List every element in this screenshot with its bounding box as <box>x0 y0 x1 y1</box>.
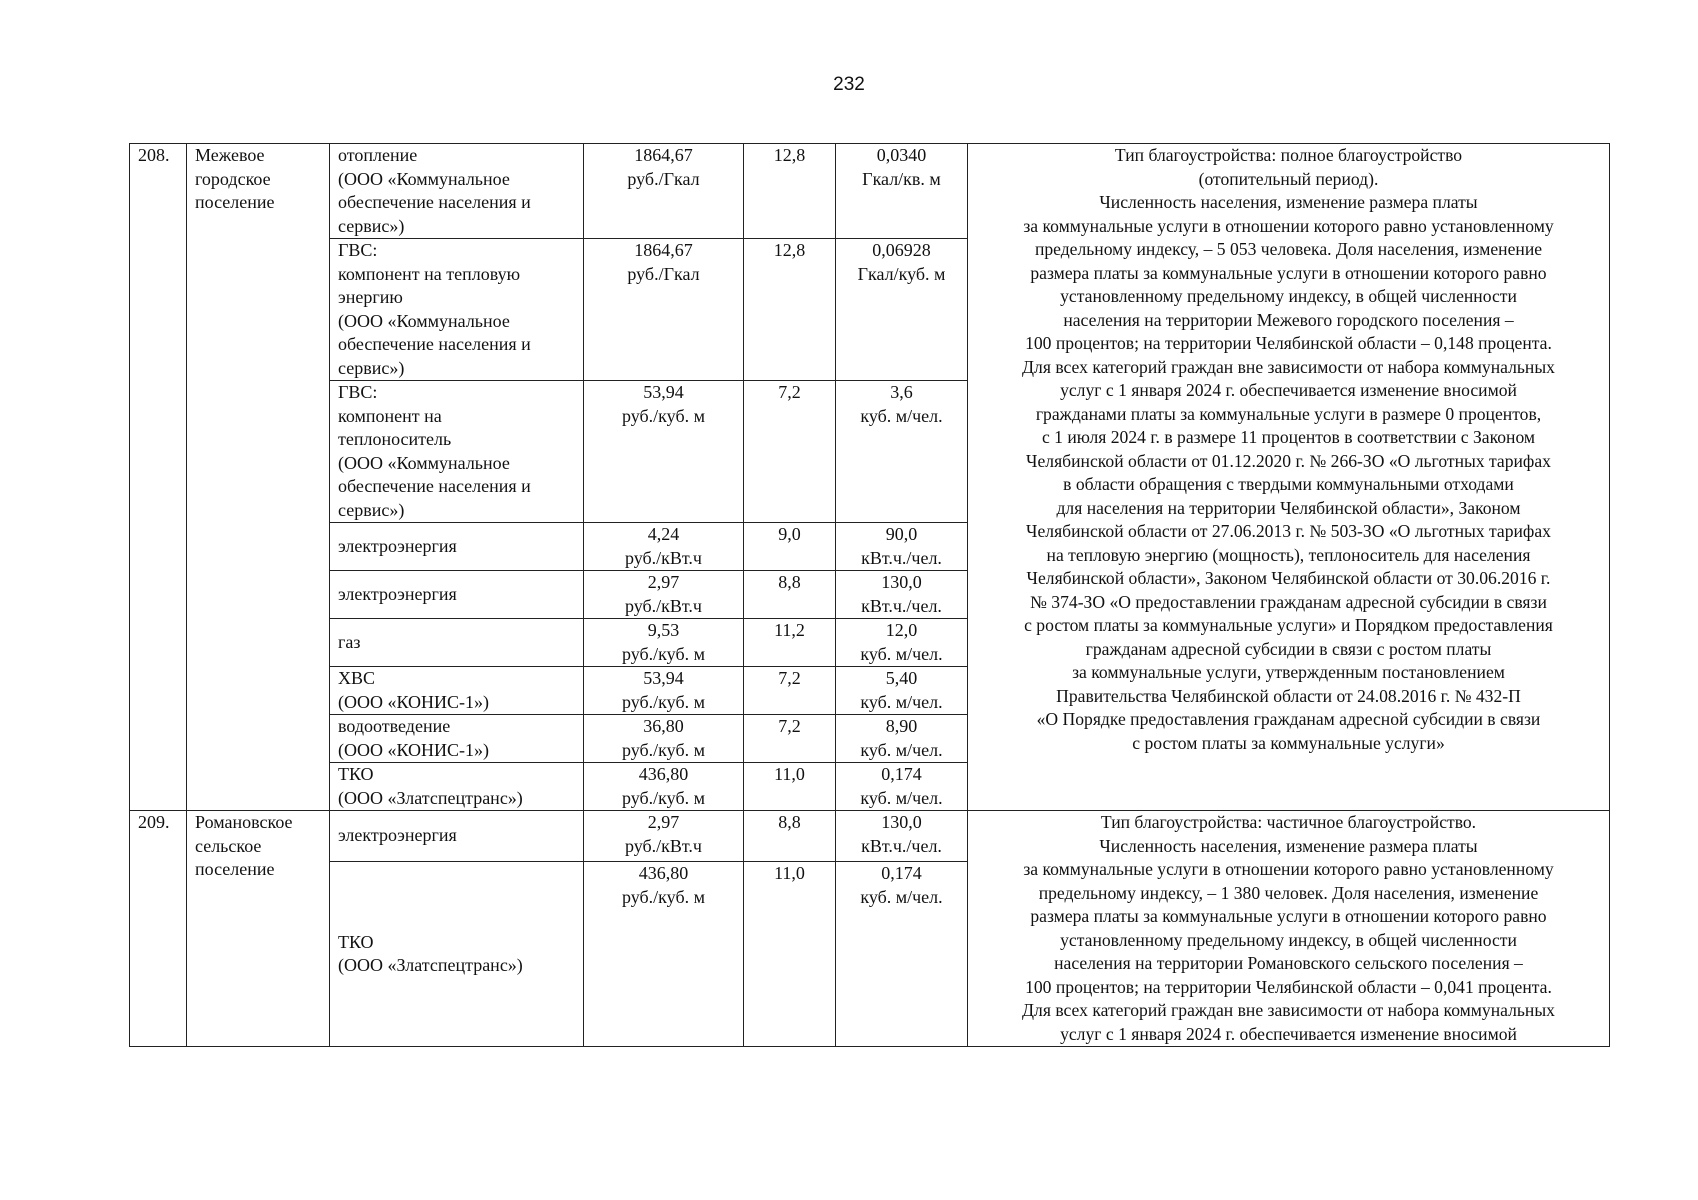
text-line: 100 процентов; на территории Челябинской области – 0,148 процента. <box>1025 333 1552 353</box>
text-line: услуг с 1 января 2024 г. обеспечивается изменение вносимой <box>1060 380 1517 400</box>
service-name <box>330 144 584 239</box>
text-line: руб./кВт.ч <box>624 595 702 616</box>
text-line: электроэнергия <box>338 583 457 604</box>
text-line: за коммунальные услуги в отношении которого равно установленному <box>1023 215 1554 236</box>
text-line: № 374-ЗО «О предоставлении гражданам адресной субсидии в связи <box>1030 591 1547 612</box>
text-line: установленному предельному индексу, в общей численности <box>1060 286 1517 306</box>
text-line: куб. м/чел. <box>860 739 943 760</box>
norm-value <box>836 667 968 715</box>
norm-value <box>836 715 968 763</box>
text-line: Челябинской области от 01.12.2020 г. № 266-ЗО «О льготных тарифах <box>1026 450 1551 471</box>
text-line: сельское <box>195 835 262 856</box>
text-line: руб./кВт.ч <box>624 547 702 568</box>
norm-value <box>836 862 968 1047</box>
norm-value <box>836 381 968 523</box>
note-text <box>968 811 1610 1047</box>
norm-value <box>836 239 968 381</box>
tariff-value <box>584 144 744 239</box>
text-line: руб./Гкал <box>627 263 700 284</box>
text-line: сервис») <box>338 499 405 520</box>
text-line: электроэнергия <box>338 825 457 846</box>
text-line: за коммунальные услуги, утвержденным постановлением <box>1072 662 1505 682</box>
table-row <box>130 811 1610 862</box>
text-line: Межевое <box>195 145 265 165</box>
text-line: 4,24 <box>647 524 680 544</box>
text-line: 0,174 <box>881 764 922 784</box>
text-line: (ООО «КОНИС-1») <box>338 739 490 760</box>
text-line: городское <box>195 168 271 189</box>
text-line: 2,97 <box>647 572 680 592</box>
text-line: обеспечение населения и <box>338 476 531 496</box>
text-line: 90,0 <box>885 524 918 544</box>
norm-value <box>836 811 968 862</box>
text-line: обеспечение населения и <box>338 334 531 354</box>
tariff-table <box>129 143 1610 1047</box>
text-line: населения на территории Романовского сельского поселения – <box>1054 953 1523 973</box>
text-line: водоотведение <box>338 716 451 736</box>
norm-value <box>836 763 968 811</box>
text-line: Гкал/кв. м <box>862 168 941 189</box>
tariff-value <box>584 571 744 619</box>
text-line: Численность населения, изменение размера платы <box>1099 835 1478 856</box>
text-line: руб./кВт.ч <box>624 835 702 856</box>
text-line: руб./куб. м <box>622 405 705 426</box>
text-line: куб. м/чел. <box>860 691 943 712</box>
text-line: Челябинской области», Законом Челябинской области от 30.06.2016 г. <box>1026 568 1551 588</box>
text-line: Тип благоустройства: полное благоустройство <box>1114 145 1463 165</box>
text-line: обеспечение населения и <box>338 192 531 212</box>
table-body <box>130 144 1610 1047</box>
service-name <box>330 523 584 571</box>
text-line: руб./куб. м <box>622 691 705 712</box>
text-line: установленному предельному индексу, в общей численности <box>1060 929 1517 950</box>
text-line: 12,0 <box>885 620 918 640</box>
text-line: ХВС <box>338 668 376 688</box>
settlement-name <box>187 811 330 1047</box>
text-line: с ростом платы за коммунальные услуги» <box>1132 732 1445 753</box>
text-line: руб./Гкал <box>627 168 700 189</box>
text-line: ГВС: <box>338 382 378 402</box>
text-line: руб./куб. м <box>622 787 705 808</box>
text-line: 130,0 <box>881 812 922 832</box>
row-number: 208. <box>130 144 187 811</box>
text-line: компонент на тепловую <box>338 263 521 284</box>
text-line: поселение <box>195 859 275 879</box>
text-line: (ООО «Златспецтранс») <box>338 955 523 976</box>
index-value: 11,0 <box>744 862 836 1047</box>
service-name <box>330 667 584 715</box>
text-line: услуг с 1 января 2024 г. обеспечивается изменение вносимой <box>1060 1023 1517 1044</box>
service-name <box>330 715 584 763</box>
text-line: 36,80 <box>643 716 684 736</box>
tariff-value <box>584 667 744 715</box>
text-line: сервис») <box>338 357 405 378</box>
text-line: (ООО «Коммунальное <box>338 310 510 331</box>
text-line: 3,6 <box>890 382 913 402</box>
text-line: куб. м/чел. <box>860 886 943 907</box>
page-number: 232 <box>833 74 865 95</box>
index-value: 7,2 <box>744 715 836 763</box>
service-name <box>330 811 584 862</box>
tariff-value <box>584 862 744 1047</box>
text-line: Правительства Челябинской области от 24.08.2016 г. № 432-П <box>1056 685 1521 706</box>
text-line: Численность населения, изменение размера платы <box>1099 192 1478 212</box>
text-line: (ООО «Златспецтранс») <box>338 787 523 808</box>
text-line: гражданами платы за коммунальные услуги в размере 0 процентов, <box>1035 403 1542 424</box>
text-line: кВт.ч./чел. <box>861 547 942 568</box>
text-line: 1864,67 <box>634 240 693 260</box>
text-line: предельному индексу, – 5 053 человека. Доля населения, изменение <box>1034 239 1543 259</box>
index-value: 7,2 <box>744 667 836 715</box>
service-name <box>330 862 584 1047</box>
norm-value <box>836 523 968 571</box>
text-line: куб. м/чел. <box>860 405 943 426</box>
text-line: на тепловую энергию (мощность), теплоноситель для населения <box>1046 544 1531 565</box>
index-value: 12,8 <box>744 144 836 239</box>
text-line: газ <box>338 631 361 652</box>
text-line: Для всех категорий граждан вне зависимости от набора коммунальных <box>1022 356 1555 377</box>
text-line: ГВС: <box>338 240 378 260</box>
text-line: гражданам адресной субсидии в связи с ростом платы <box>1085 638 1492 659</box>
text-line: 436,80 <box>638 863 689 884</box>
tariff-value <box>584 811 744 862</box>
text-line: с ростом платы за коммунальные услуги» и Порядком предоставления <box>1024 615 1553 635</box>
service-name <box>330 239 584 381</box>
service-name <box>330 619 584 667</box>
text-line: 130,0 <box>881 572 922 592</box>
note-text <box>968 144 1610 811</box>
text-line: Для всех категорий граждан вне зависимости от набора коммунальных <box>1022 1000 1555 1020</box>
text-line: Романовское <box>195 812 293 832</box>
text-line: руб./куб. м <box>622 643 705 664</box>
text-line: 2,97 <box>647 812 680 832</box>
text-line: предельному индексу, – 1 380 человек. Доля населения, изменение <box>1038 882 1539 903</box>
text-line: размера платы за коммунальные услуги в отношении которого равно <box>1030 906 1547 926</box>
norm-value <box>836 619 968 667</box>
text-line: размера платы за коммунальные услуги в отношении которого равно <box>1030 262 1547 283</box>
text-line: (ООО «Коммунальное <box>338 452 510 473</box>
tariff-value <box>584 619 744 667</box>
service-name <box>330 571 584 619</box>
tariff-value <box>584 715 744 763</box>
text-line: 5,40 <box>885 668 918 688</box>
text-line: населения на территории Межевого городского поселения – <box>1063 309 1514 330</box>
settlement-name <box>187 144 330 811</box>
text-line: ТКО <box>338 931 374 952</box>
text-line: 436,80 <box>638 764 689 784</box>
text-line: отопление <box>338 145 418 165</box>
text-line: (ООО «Коммунальное <box>338 168 510 189</box>
index-value: 7,2 <box>744 381 836 523</box>
tariff-value <box>584 523 744 571</box>
text-line: 0,06928 <box>872 240 931 260</box>
text-line: 0,174 <box>881 863 922 884</box>
text-line: «О Порядке предоставления гражданам адресной субсидии в связи <box>1036 709 1541 729</box>
index-value: 8,8 <box>744 571 836 619</box>
text-line: (ООО «КОНИС-1») <box>338 691 490 712</box>
text-line: в области обращения с твердыми коммунальными отходами <box>1063 474 1514 494</box>
text-line: руб./куб. м <box>622 886 705 907</box>
text-line: ТКО <box>338 764 374 784</box>
tariff-value <box>584 763 744 811</box>
text-line: электроэнергия <box>338 535 457 556</box>
text-line: для населения на территории Челябинской области», Законом <box>1056 497 1521 518</box>
text-line: Гкал/куб. м <box>857 263 946 284</box>
index-value: 11,2 <box>744 619 836 667</box>
service-name <box>330 381 584 523</box>
text-line: компонент на <box>338 405 442 426</box>
norm-value <box>836 571 968 619</box>
text-line: поселение <box>195 192 275 212</box>
index-value: 12,8 <box>744 239 836 381</box>
text-line: сервис») <box>338 215 405 236</box>
text-line: кВт.ч./чел. <box>861 835 942 856</box>
norm-value <box>836 144 968 239</box>
index-value: 11,0 <box>744 763 836 811</box>
text-line: кВт.ч./чел. <box>861 595 942 616</box>
index-value: 9,0 <box>744 523 836 571</box>
text-line: теплоноситель <box>338 429 452 449</box>
service-name <box>330 763 584 811</box>
text-line: куб. м/чел. <box>860 787 943 808</box>
index-value: 8,8 <box>744 811 836 862</box>
text-line: энергию <box>338 287 403 307</box>
text-line: 0,0340 <box>876 145 927 165</box>
tariff-value <box>584 239 744 381</box>
text-line: 53,94 <box>643 382 684 402</box>
text-line: с 1 июля 2024 г. в размере 11 процентов в соответствии с Законом <box>1041 427 1536 447</box>
text-line: 1864,67 <box>634 145 693 165</box>
text-line: 100 процентов; на территории Челябинской области – 0,041 процента. <box>1025 976 1552 997</box>
table-row <box>130 144 1610 239</box>
text-line: руб./куб. м <box>622 739 705 760</box>
text-line: куб. м/чел. <box>860 643 943 664</box>
tariff-value <box>584 381 744 523</box>
row-number: 209. <box>130 811 187 1047</box>
text-line: за коммунальные услуги в отношении которого равно установленному <box>1023 859 1554 879</box>
text-line: 8,90 <box>885 716 918 736</box>
text-line: 9,53 <box>647 620 680 640</box>
text-line: (отопительный период). <box>1198 168 1379 189</box>
text-line: Челябинской области от 27.06.2013 г. № 503-ЗО «О льготных тарифах <box>1026 521 1551 541</box>
text-line: 53,94 <box>643 668 684 688</box>
text-line: Тип благоустройства: частичное благоустройство. <box>1100 812 1477 832</box>
